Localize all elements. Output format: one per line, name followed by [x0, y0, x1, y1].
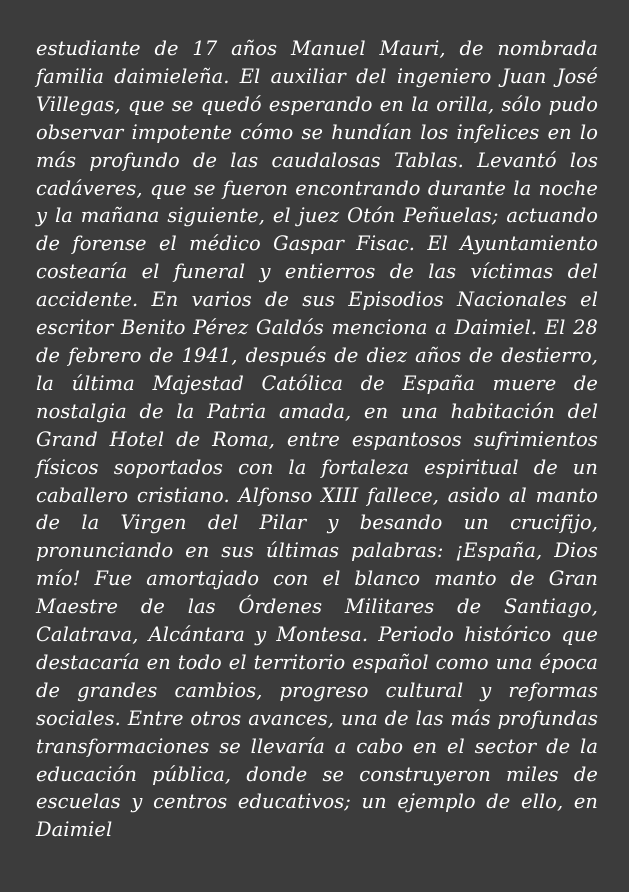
body-paragraph: estudiante de 17 años Manuel Mauri, de nombrada familia daimieleña. El auxiliar del ingeniero Juan José Villegas, que se quedó esperando en la orilla, sólo pudo observar impotente cómo se hundían los infelices en lo más profundo de las caudalosas Tablas. Levantó los cadáveres, que se fueron encontrando durante la noche y la mañana siguiente, el juez Otón Peñuelas; actuando de forense el médico Gaspar Fisac. El Ayuntamiento costearía el funeral y entierros de las víctimas del accidente. En varios de sus Episodios Nacionales el escritor Benito Pérez Galdós menciona a Daimiel. El 28 de febrero de 1941, después de diez años de destierro, la última Majestad Católica de España muere de nostalgia de la Patria amada, en una habitación del Grand Hotel de Roma, entre espantosos sufrimientos físicos soportados con la fortaleza espiritual de un caballero cristiano. Alfonso XIII fallece, asido al manto de la Virgen del Pilar y besando un crucifijo, pronunciando en sus últimas palabras: ¡España, Dios mío! Fue amortajado con el blanco manto de Gran Maestre de las Órdenes Militares de Santiago, Calatrava, Alcántara y Montesa. Periodo histórico que destacaría en todo el territorio español como una época de grandes cambios, progreso cultural y reformas sociales. Entre otros avances, una de las más profundas transformaciones se llevaría a cabo en el sector de la educación pública, donde se construyeron miles de escuelas y centros educativos; un ejemplo de ello, en Daimiel — [36, 37, 598, 842]
